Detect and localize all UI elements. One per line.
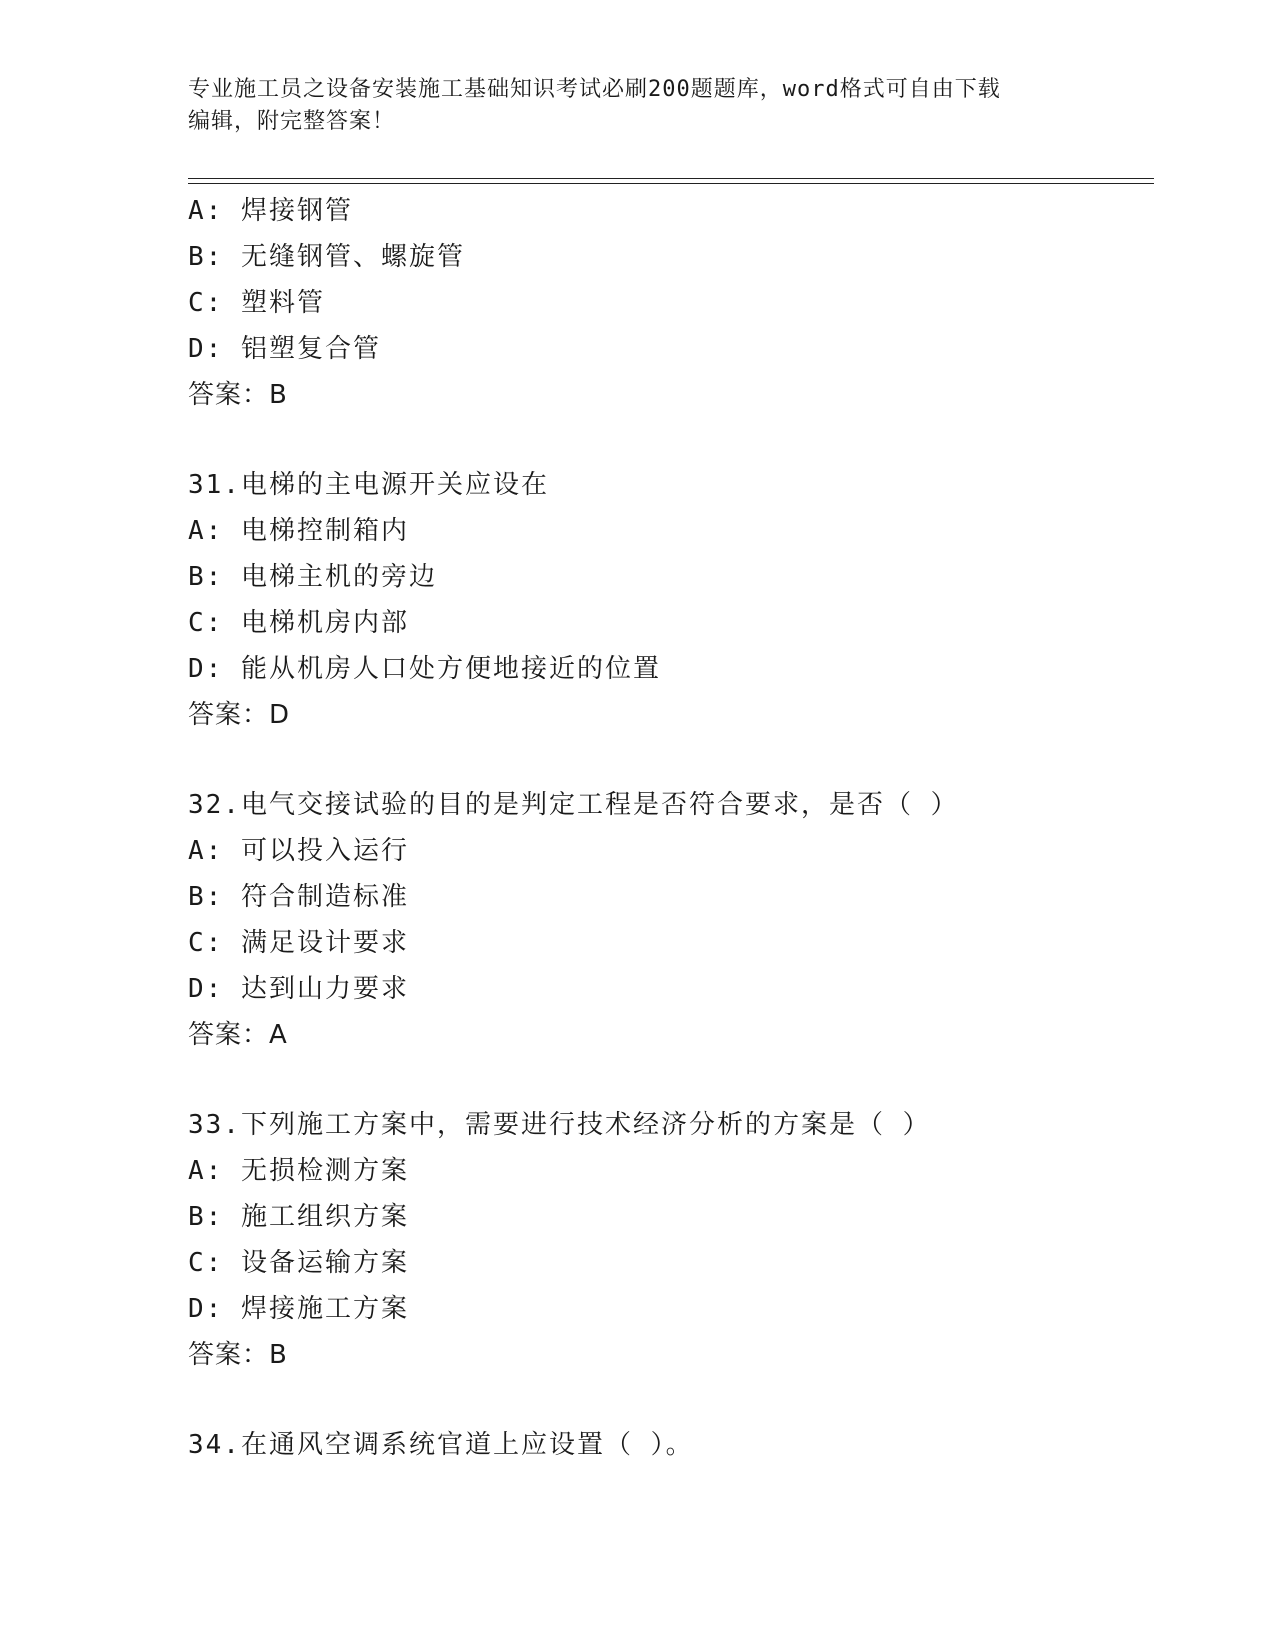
option-b: B: 电梯主机的旁边 (188, 562, 437, 592)
header-line-1: 专业施工员之设备安装施工基础知识考试必刷200题题库，word格式可自由下载 (188, 77, 1001, 102)
header-divider-top (188, 178, 1154, 179)
option-c: C: 满足设计要求 (188, 928, 409, 958)
header-divider-bottom (188, 183, 1154, 184)
option-c: C: 塑料管 (188, 288, 325, 318)
question-block-33 (188, 1102, 1148, 1378)
question-text: 31.电梯的主电源开关应设在 (188, 470, 549, 500)
answer-line: 答案：B (188, 1340, 288, 1370)
question-list (188, 188, 1148, 1468)
question-block-32 (188, 782, 1148, 1058)
answer-line: 答案：D (188, 700, 291, 730)
option-b: B: 符合制造标准 (188, 882, 409, 912)
option-d: D: 铝塑复合管 (188, 334, 381, 364)
document-header (188, 74, 1088, 138)
option-a: A: 焊接钢管 (188, 196, 353, 226)
option-d: D: 达到山力要求 (188, 974, 409, 1004)
question-block-34 (188, 1422, 1148, 1468)
question-text: 33.下列施工方案中，需要进行技术经济分析的方案是（ ） (188, 1110, 931, 1140)
option-a: A: 无损检测方案 (188, 1156, 409, 1186)
header-line-2: 编辑，附完整答案！ (188, 109, 396, 134)
option-b: B: 施工组织方案 (188, 1202, 409, 1232)
question-text: 34.在通风空调系统官道上应设置（ ）。 (188, 1430, 694, 1460)
option-d: D: 能从机房人口处方便地接近的位置 (188, 654, 661, 684)
question-text: 32.电气交接试验的目的是判定工程是否符合要求，是否（ ） (188, 790, 959, 820)
option-a: A: 可以投入运行 (188, 836, 409, 866)
question-block-30 (188, 188, 1148, 418)
option-d: D: 焊接施工方案 (188, 1294, 409, 1324)
option-c: C: 设备运输方案 (188, 1248, 409, 1278)
option-a: A: 电梯控制箱内 (188, 516, 409, 546)
option-c: C: 电梯机房内部 (188, 608, 409, 638)
question-block-31 (188, 462, 1148, 738)
answer-line: 答案：A (188, 1020, 288, 1050)
option-b: B: 无缝钢管、螺旋管 (188, 242, 465, 272)
answer-line: 答案：B (188, 380, 288, 410)
